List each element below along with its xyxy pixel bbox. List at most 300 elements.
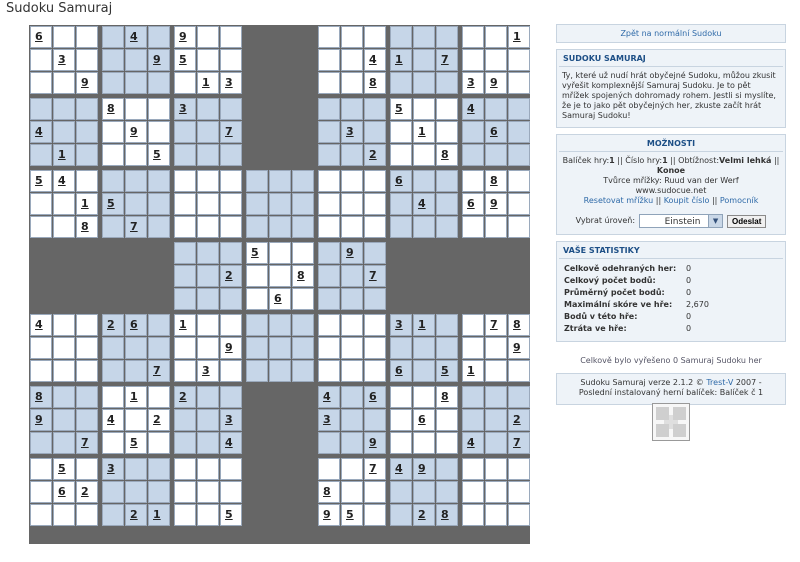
empty-cell[interactable] xyxy=(174,337,196,359)
empty-cell[interactable] xyxy=(53,72,75,94)
empty-cell[interactable] xyxy=(436,409,458,431)
given-cell: 7 xyxy=(364,265,386,287)
given-cell: 7 xyxy=(220,121,242,143)
given-cell: 4 xyxy=(53,170,75,192)
empty-cell[interactable] xyxy=(364,242,386,264)
empty-cell[interactable] xyxy=(102,481,124,503)
empty-cell[interactable] xyxy=(30,360,52,382)
given-cell: 5 xyxy=(102,193,124,215)
empty-cell[interactable] xyxy=(148,481,170,503)
empty-cell[interactable] xyxy=(148,98,170,120)
empty-cell[interactable] xyxy=(30,72,52,94)
empty-cell[interactable] xyxy=(246,288,268,310)
empty-cell[interactable] xyxy=(197,504,219,526)
empty-cell[interactable] xyxy=(390,409,412,431)
empty-cell[interactable] xyxy=(318,288,340,310)
empty-cell[interactable] xyxy=(269,265,291,287)
empty-cell[interactable] xyxy=(341,360,363,382)
empty-cell[interactable] xyxy=(102,170,124,192)
empty-cell[interactable] xyxy=(413,432,435,454)
empty-cell[interactable] xyxy=(341,193,363,215)
empty-cell[interactable] xyxy=(364,504,386,526)
empty-cell[interactable] xyxy=(53,121,75,143)
empty-cell[interactable] xyxy=(318,26,340,48)
empty-cell[interactable] xyxy=(76,49,98,71)
empty-cell[interactable] xyxy=(76,504,98,526)
empty-cell[interactable] xyxy=(269,314,291,336)
given-cell: 9 xyxy=(341,242,363,264)
empty-cell[interactable] xyxy=(220,360,242,382)
empty-cell[interactable] xyxy=(174,216,196,238)
empty-cell[interactable] xyxy=(246,193,268,215)
empty-cell[interactable] xyxy=(462,216,484,238)
stats-label: Průměrný počet bodů: xyxy=(564,288,665,297)
empty-cell[interactable] xyxy=(485,504,507,526)
given-cell: 4 xyxy=(125,26,147,48)
empty-cell[interactable] xyxy=(341,170,363,192)
empty-cell[interactable] xyxy=(76,409,98,431)
empty-cell[interactable] xyxy=(462,409,484,431)
empty-cell[interactable] xyxy=(436,216,458,238)
empty-cell[interactable] xyxy=(508,386,530,408)
empty-cell[interactable] xyxy=(413,216,435,238)
empty-cell[interactable] xyxy=(197,386,219,408)
empty-cell[interactable] xyxy=(269,170,291,192)
empty-cell[interactable] xyxy=(174,121,196,143)
empty-cell[interactable] xyxy=(318,242,340,264)
empty-cell[interactable] xyxy=(390,72,412,94)
empty-cell[interactable] xyxy=(485,360,507,382)
empty-cell[interactable] xyxy=(292,170,314,192)
empty-cell[interactable] xyxy=(436,314,458,336)
empty-cell[interactable] xyxy=(30,481,52,503)
given-cell: 1 xyxy=(76,193,98,215)
empty-cell[interactable] xyxy=(436,121,458,143)
empty-cell[interactable] xyxy=(174,193,196,215)
empty-cell[interactable] xyxy=(318,49,340,71)
empty-cell[interactable] xyxy=(220,386,242,408)
empty-cell[interactable] xyxy=(53,193,75,215)
empty-cell[interactable] xyxy=(30,49,52,71)
empty-cell[interactable] xyxy=(436,170,458,192)
empty-cell[interactable] xyxy=(436,337,458,359)
stats-row xyxy=(562,275,711,287)
empty-cell[interactable] xyxy=(197,26,219,48)
empty-cell[interactable] xyxy=(341,98,363,120)
empty-cell[interactable] xyxy=(197,288,219,310)
empty-cell[interactable] xyxy=(220,144,242,166)
empty-cell[interactable] xyxy=(76,26,98,48)
empty-cell[interactable] xyxy=(102,386,124,408)
back-to-normal-sudoku-link[interactable]: Zpět na normální Sudoku xyxy=(620,29,722,38)
empty-cell[interactable] xyxy=(508,72,530,94)
empty-cell[interactable] xyxy=(364,337,386,359)
empty-cell[interactable] xyxy=(413,481,435,503)
empty-cell[interactable] xyxy=(462,386,484,408)
empty-cell[interactable] xyxy=(341,386,363,408)
empty-cell[interactable] xyxy=(197,265,219,287)
empty-cell[interactable] xyxy=(341,265,363,287)
empty-cell[interactable] xyxy=(508,458,530,480)
empty-cell[interactable] xyxy=(102,432,124,454)
empty-cell[interactable] xyxy=(341,49,363,71)
empty-cell[interactable] xyxy=(125,481,147,503)
empty-cell[interactable] xyxy=(364,216,386,238)
empty-cell[interactable] xyxy=(220,288,242,310)
empty-cell[interactable] xyxy=(197,432,219,454)
empty-cell[interactable] xyxy=(462,337,484,359)
empty-cell[interactable] xyxy=(174,409,196,431)
empty-cell[interactable] xyxy=(269,216,291,238)
empty-cell[interactable] xyxy=(508,481,530,503)
given-cell: 3 xyxy=(102,458,124,480)
empty-cell[interactable] xyxy=(292,360,314,382)
empty-cell[interactable] xyxy=(125,409,147,431)
empty-cell[interactable] xyxy=(246,170,268,192)
empty-cell[interactable] xyxy=(318,432,340,454)
empty-cell[interactable] xyxy=(341,26,363,48)
empty-cell[interactable] xyxy=(485,49,507,71)
empty-cell[interactable] xyxy=(30,504,52,526)
empty-cell[interactable] xyxy=(148,193,170,215)
empty-cell[interactable] xyxy=(269,242,291,264)
empty-cell[interactable] xyxy=(197,193,219,215)
empty-cell[interactable] xyxy=(197,98,219,120)
empty-cell[interactable] xyxy=(197,242,219,264)
empty-cell[interactable] xyxy=(53,216,75,238)
empty-cell[interactable] xyxy=(174,72,196,94)
given-cell: 9 xyxy=(76,72,98,94)
empty-cell[interactable] xyxy=(148,337,170,359)
company-link[interactable]: Trest-V xyxy=(706,378,734,387)
empty-cell[interactable] xyxy=(341,481,363,503)
empty-cell[interactable] xyxy=(364,314,386,336)
empty-cell[interactable] xyxy=(341,72,363,94)
empty-cell[interactable] xyxy=(220,458,242,480)
empty-cell[interactable] xyxy=(390,216,412,238)
empty-cell[interactable] xyxy=(341,144,363,166)
empty-cell[interactable] xyxy=(76,314,98,336)
empty-cell[interactable] xyxy=(462,49,484,71)
empty-cell[interactable] xyxy=(76,386,98,408)
empty-cell[interactable] xyxy=(148,121,170,143)
empty-cell[interactable] xyxy=(390,193,412,215)
empty-cell[interactable] xyxy=(148,72,170,94)
empty-cell[interactable] xyxy=(53,314,75,336)
empty-cell[interactable] xyxy=(174,265,196,287)
empty-cell[interactable] xyxy=(413,72,435,94)
empty-cell[interactable] xyxy=(125,458,147,480)
empty-cell[interactable] xyxy=(174,288,196,310)
empty-cell[interactable] xyxy=(53,504,75,526)
given-cell: 7 xyxy=(148,360,170,382)
empty-cell[interactable] xyxy=(390,144,412,166)
empty-cell[interactable] xyxy=(485,26,507,48)
empty-cell[interactable] xyxy=(102,216,124,238)
empty-cell[interactable] xyxy=(30,98,52,120)
empty-cell[interactable] xyxy=(462,26,484,48)
empty-cell[interactable] xyxy=(125,98,147,120)
reset-grid-link[interactable]: Resetovat mřížku xyxy=(583,196,654,205)
given-cell: 4 xyxy=(220,432,242,454)
empty-cell[interactable] xyxy=(436,26,458,48)
empty-cell[interactable] xyxy=(30,458,52,480)
empty-cell[interactable] xyxy=(485,386,507,408)
empty-cell[interactable] xyxy=(413,386,435,408)
empty-cell[interactable] xyxy=(30,144,52,166)
empty-cell[interactable] xyxy=(508,360,530,382)
empty-cell[interactable] xyxy=(197,409,219,431)
level-select[interactable] xyxy=(639,214,723,228)
empty-cell[interactable] xyxy=(125,72,147,94)
empty-cell[interactable] xyxy=(341,409,363,431)
empty-cell[interactable] xyxy=(364,193,386,215)
empty-cell[interactable] xyxy=(197,170,219,192)
empty-cell[interactable] xyxy=(246,216,268,238)
empty-cell[interactable] xyxy=(53,409,75,431)
empty-cell[interactable] xyxy=(30,216,52,238)
empty-cell[interactable] xyxy=(197,314,219,336)
empty-cell[interactable] xyxy=(462,458,484,480)
empty-cell[interactable] xyxy=(246,337,268,359)
empty-cell[interactable] xyxy=(292,288,314,310)
empty-cell[interactable] xyxy=(197,458,219,480)
empty-cell[interactable] xyxy=(318,337,340,359)
empty-cell[interactable] xyxy=(53,360,75,382)
empty-cell[interactable] xyxy=(148,386,170,408)
empty-cell[interactable] xyxy=(436,481,458,503)
empty-cell[interactable] xyxy=(30,193,52,215)
empty-cell[interactable] xyxy=(269,193,291,215)
empty-cell[interactable] xyxy=(30,432,52,454)
empty-cell[interactable] xyxy=(390,26,412,48)
empty-cell[interactable] xyxy=(76,360,98,382)
helper-link[interactable]: Pomocník xyxy=(719,196,759,205)
empty-cell[interactable] xyxy=(269,360,291,382)
given-cell: 8 xyxy=(364,72,386,94)
empty-cell[interactable] xyxy=(364,409,386,431)
empty-cell[interactable] xyxy=(53,26,75,48)
empty-cell[interactable] xyxy=(125,360,147,382)
empty-cell[interactable] xyxy=(462,314,484,336)
empty-cell[interactable] xyxy=(174,504,196,526)
empty-cell[interactable] xyxy=(102,337,124,359)
empty-cell[interactable] xyxy=(508,170,530,192)
empty-cell[interactable] xyxy=(390,504,412,526)
empty-cell[interactable] xyxy=(485,144,507,166)
empty-cell[interactable] xyxy=(220,98,242,120)
empty-cell[interactable] xyxy=(508,98,530,120)
empty-cell[interactable] xyxy=(462,481,484,503)
empty-cell[interactable] xyxy=(341,337,363,359)
empty-cell[interactable] xyxy=(318,121,340,143)
empty-cell[interactable] xyxy=(485,458,507,480)
empty-cell[interactable] xyxy=(53,432,75,454)
empty-cell[interactable] xyxy=(102,144,124,166)
empty-cell[interactable] xyxy=(197,481,219,503)
empty-cell[interactable] xyxy=(125,49,147,71)
empty-cell[interactable] xyxy=(269,337,291,359)
empty-cell[interactable] xyxy=(148,432,170,454)
empty-cell[interactable] xyxy=(174,144,196,166)
empty-cell[interactable] xyxy=(174,481,196,503)
empty-cell[interactable] xyxy=(102,49,124,71)
empty-cell[interactable] xyxy=(292,314,314,336)
empty-cell[interactable] xyxy=(30,337,52,359)
empty-cell[interactable] xyxy=(220,242,242,264)
pack-label: Balíček hry: xyxy=(562,156,610,165)
empty-cell[interactable] xyxy=(148,26,170,48)
empty-cell[interactable] xyxy=(341,288,363,310)
empty-cell[interactable] xyxy=(197,121,219,143)
empty-cell[interactable] xyxy=(364,121,386,143)
empty-cell[interactable] xyxy=(220,26,242,48)
empty-cell[interactable] xyxy=(364,360,386,382)
empty-cell[interactable] xyxy=(318,265,340,287)
empty-cell[interactable] xyxy=(390,386,412,408)
empty-cell[interactable] xyxy=(462,504,484,526)
empty-cell[interactable] xyxy=(220,193,242,215)
empty-cell[interactable] xyxy=(508,193,530,215)
empty-cell[interactable] xyxy=(76,98,98,120)
empty-cell[interactable] xyxy=(318,98,340,120)
empty-cell[interactable] xyxy=(318,216,340,238)
empty-cell[interactable] xyxy=(436,458,458,480)
empty-cell[interactable] xyxy=(148,170,170,192)
empty-cell[interactable] xyxy=(148,216,170,238)
empty-cell[interactable] xyxy=(341,432,363,454)
empty-cell[interactable] xyxy=(76,337,98,359)
empty-cell[interactable] xyxy=(508,504,530,526)
empty-cell[interactable] xyxy=(220,170,242,192)
empty-cell[interactable] xyxy=(220,481,242,503)
empty-cell[interactable] xyxy=(102,121,124,143)
empty-cell[interactable] xyxy=(174,432,196,454)
empty-cell[interactable] xyxy=(462,170,484,192)
empty-cell[interactable] xyxy=(102,72,124,94)
empty-cell[interactable] xyxy=(53,386,75,408)
empty-cell[interactable] xyxy=(318,458,340,480)
empty-cell[interactable] xyxy=(413,26,435,48)
empty-cell[interactable] xyxy=(220,314,242,336)
empty-cell[interactable] xyxy=(220,216,242,238)
empty-cell[interactable] xyxy=(413,170,435,192)
empty-cell[interactable] xyxy=(462,144,484,166)
empty-cell[interactable] xyxy=(413,144,435,166)
empty-cell[interactable] xyxy=(318,193,340,215)
given-cell: 5 xyxy=(390,98,412,120)
empty-cell[interactable] xyxy=(102,26,124,48)
empty-cell[interactable] xyxy=(318,170,340,192)
empty-cell[interactable] xyxy=(125,193,147,215)
empty-cell[interactable] xyxy=(508,121,530,143)
empty-cell[interactable] xyxy=(246,360,268,382)
empty-cell[interactable] xyxy=(292,337,314,359)
empty-cell[interactable] xyxy=(485,432,507,454)
empty-cell[interactable] xyxy=(413,98,435,120)
empty-cell[interactable] xyxy=(413,360,435,382)
empty-cell[interactable] xyxy=(390,337,412,359)
empty-cell[interactable] xyxy=(436,193,458,215)
empty-cell[interactable] xyxy=(364,481,386,503)
empty-cell[interactable] xyxy=(76,121,98,143)
empty-cell[interactable] xyxy=(197,49,219,71)
empty-cell[interactable] xyxy=(174,458,196,480)
empty-cell[interactable] xyxy=(485,337,507,359)
empty-cell[interactable] xyxy=(364,170,386,192)
empty-cell[interactable] xyxy=(318,72,340,94)
empty-cell[interactable] xyxy=(508,49,530,71)
empty-cell[interactable] xyxy=(390,432,412,454)
empty-cell[interactable] xyxy=(76,170,98,192)
empty-cell[interactable] xyxy=(318,144,340,166)
empty-cell[interactable] xyxy=(174,360,196,382)
empty-cell[interactable] xyxy=(197,216,219,238)
empty-cell[interactable] xyxy=(197,337,219,359)
empty-cell[interactable] xyxy=(220,49,242,71)
empty-cell[interactable] xyxy=(53,98,75,120)
empty-cell[interactable] xyxy=(148,314,170,336)
empty-cell[interactable] xyxy=(413,49,435,71)
submit-button[interactable]: Odeslat xyxy=(727,215,766,228)
empty-cell[interactable] xyxy=(462,121,484,143)
empty-cell[interactable] xyxy=(53,337,75,359)
version-text-2: 2007 - xyxy=(735,378,762,387)
empty-cell[interactable] xyxy=(485,481,507,503)
empty-cell[interactable] xyxy=(174,242,196,264)
empty-cell[interactable] xyxy=(125,144,147,166)
empty-cell[interactable] xyxy=(102,360,124,382)
buy-number-link[interactable]: Koupit číslo xyxy=(663,196,710,205)
empty-cell[interactable] xyxy=(292,242,314,264)
empty-cell[interactable] xyxy=(364,288,386,310)
empty-cell[interactable] xyxy=(364,26,386,48)
empty-cell[interactable] xyxy=(125,170,147,192)
empty-cell[interactable] xyxy=(436,432,458,454)
separator: || xyxy=(773,156,780,165)
empty-cell[interactable] xyxy=(76,144,98,166)
empty-cell[interactable] xyxy=(485,409,507,431)
empty-cell[interactable] xyxy=(76,458,98,480)
empty-cell[interactable] xyxy=(413,337,435,359)
empty-cell[interactable] xyxy=(341,216,363,238)
empty-cell[interactable] xyxy=(436,72,458,94)
empty-cell[interactable] xyxy=(246,265,268,287)
empty-cell[interactable] xyxy=(390,121,412,143)
empty-cell[interactable] xyxy=(508,216,530,238)
empty-cell[interactable] xyxy=(125,337,147,359)
stats-row xyxy=(562,263,711,275)
empty-cell[interactable] xyxy=(436,98,458,120)
empty-cell[interactable] xyxy=(485,216,507,238)
empty-cell[interactable] xyxy=(292,216,314,238)
empty-cell[interactable] xyxy=(292,193,314,215)
empty-cell[interactable] xyxy=(102,504,124,526)
empty-cell[interactable] xyxy=(390,481,412,503)
empty-cell[interactable] xyxy=(246,314,268,336)
empty-cell[interactable] xyxy=(341,458,363,480)
empty-cell[interactable] xyxy=(318,314,340,336)
empty-cell[interactable] xyxy=(341,314,363,336)
empty-cell[interactable] xyxy=(364,98,386,120)
empty-cell[interactable] xyxy=(174,170,196,192)
empty-cell[interactable] xyxy=(148,458,170,480)
empty-cell[interactable] xyxy=(197,144,219,166)
empty-cell[interactable] xyxy=(508,144,530,166)
empty-cell[interactable] xyxy=(318,360,340,382)
separator: || xyxy=(617,156,623,165)
empty-cell[interactable] xyxy=(485,98,507,120)
